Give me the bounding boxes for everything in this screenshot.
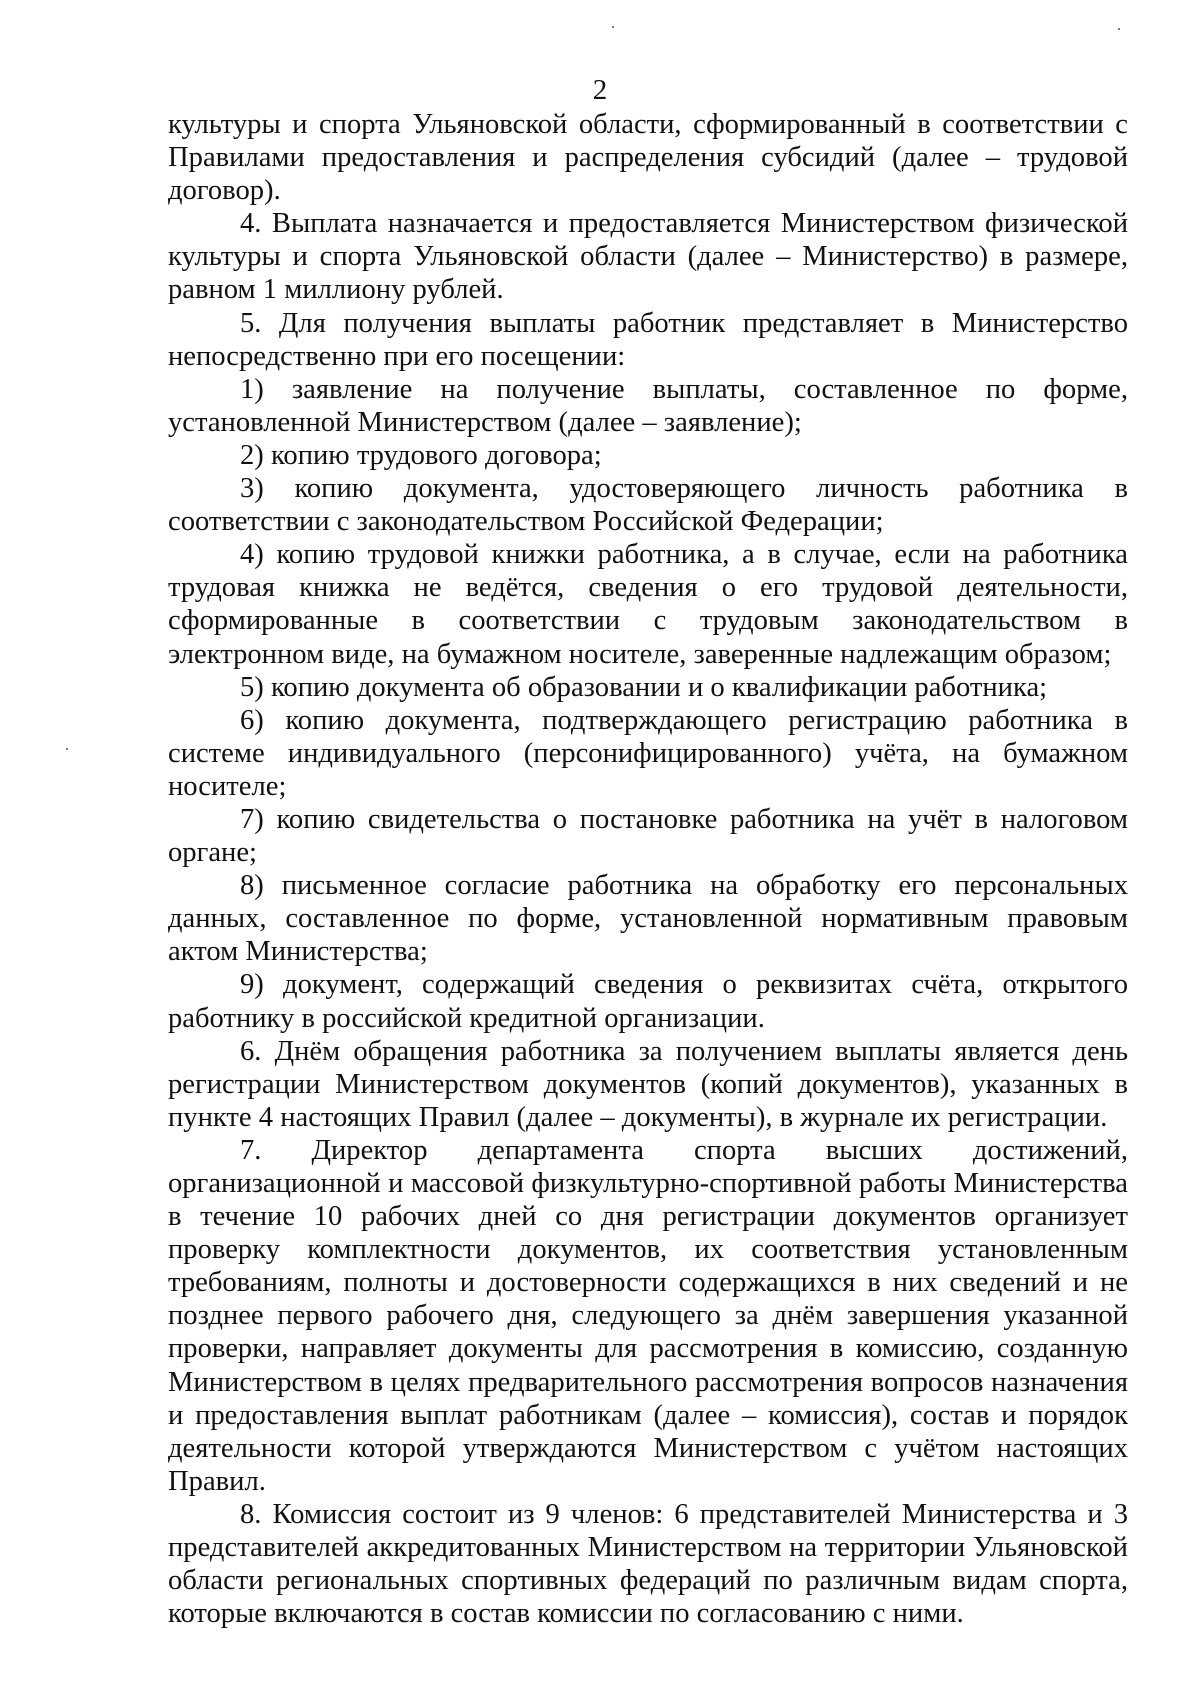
scan-speck bbox=[66, 748, 68, 750]
paragraph-item-8: 8. Комиссия состоит из 9 членов: 6 представителей Министерства и 3 представителей аккредитованных Министерством на территории Ульяновской области региональных спортивных федераций по различным видам спорта, которые включаются в состав комиссии по согласованию с ними. bbox=[168, 1498, 1128, 1630]
paragraph-item-4: 4. Выплата назначается и предоставляется Министерством физической культуры и спорта Ульяновской области (далее – Министерство) в размере, равном 1 миллиону рублей. bbox=[168, 208, 1128, 306]
subitem-7: 7) копию свидетельства о постановке работника на учёт в налоговом органе; bbox=[168, 803, 1128, 869]
page-number: 2 bbox=[592, 74, 608, 106]
subitem-3: 3) копию документа, удостоверяющего личность работника в соответствии с законодательством Российской Федерации; bbox=[168, 473, 1128, 538]
paragraph-item-7: 7. Директор департамента спорта высших достижений, организационной и массовой физкультурно-спортивной работы Министерства в течение 10 рабочих дней со дня регистрации документов организует проверку комплектности документов, их соответствия установленным требованиям, полноты и достоверности содержащихся в них сведений и не позднее первого рабочего дня, следующего за днём завершения указанной проверки, направляет документы для рассмотрения в комиссию, созданную Министерством в целях предварительного рассмотрения вопросов назначения и предоставления выплат работникам (далее – комиссия), состав и порядок деятельности которой утверждаются Министерством с учётом настоящих Правил. bbox=[168, 1134, 1128, 1497]
subitem-4: 4) копию трудовой книжки работника, а в случае, если на работника трудовая книжка не ведётся, сведения о его трудовой деятельности, сформированные в соответствии с трудовым законодательством в электронном виде, на бумажном носителе, заверенные надлежащим образом; bbox=[168, 539, 1128, 670]
document-body bbox=[168, 108, 1128, 1630]
subitem-9: 9) документ, содержащий сведения о реквизитах счёта, открытого работнику в российской кредитной организации. bbox=[168, 969, 1128, 1034]
subitem-1: 1) заявление на получение выплаты, составленное по форме, установленной Министерством (далее – заявление); bbox=[168, 373, 1128, 438]
subitem-8: 8) письменное согласие работника на обработку его персональных данных, составленное по форме, установленной нормативным правовым актом Министерства; bbox=[168, 870, 1128, 968]
subitem-2: 2) копию трудового договора; bbox=[240, 439, 602, 471]
paragraph-item-6: 6. Днём обращения работника за получением выплаты является день регистрации Министерством документов (копий документов), указанных в пункте 4 настоящих Правил (далее – документы), в журнале их регистрации. bbox=[168, 1035, 1128, 1133]
scan-speck bbox=[612, 26, 614, 28]
paragraph-continuation: культуры и спорта Ульяновской области, сформированный в соответствии с Правилами предоставления и распределения субсидий (далее – трудовой договор). bbox=[168, 109, 1128, 207]
paragraph-item-5: 5. Для получения выплаты работник представляет в Министерство непосредственно при его посещении: bbox=[168, 307, 1128, 372]
subitem-5: 5) копию документа об образовании и о квалификации работника; bbox=[240, 671, 1048, 703]
subitem-6: 6) копию документа, подтверждающего регистрацию работника в системе индивидуального (персонифицированного) учёта, на бумажном носителе; bbox=[168, 704, 1128, 802]
scan-speck bbox=[1118, 28, 1120, 30]
